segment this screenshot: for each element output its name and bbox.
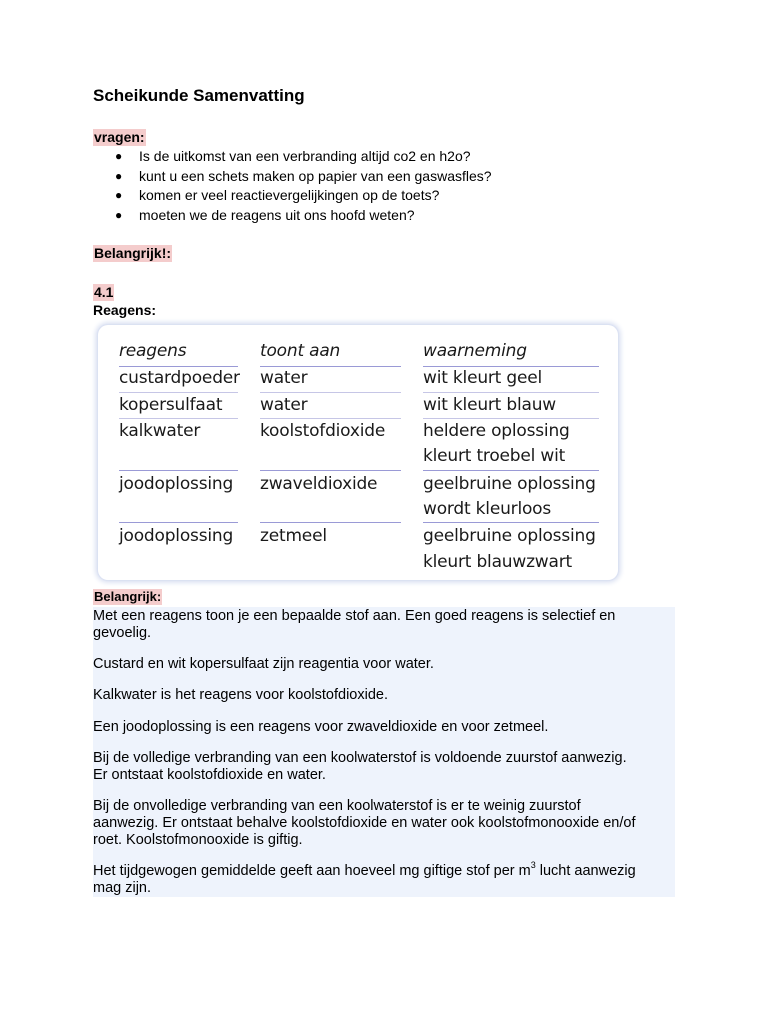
paragraph-line: Er ontstaat koolstofdioxide en water. [93,767,326,783]
paragraph [93,719,673,736]
paragraph-line: Een joodoplossing is een reagens voor zwaveldioxide en voor zetmeel. [93,719,549,735]
table-rule [423,470,599,471]
table-rule [260,522,401,523]
paragraph-line: lucht aanwezig [535,863,636,879]
bullet-icon: ● [115,188,123,202]
paragraph [93,687,673,704]
paragraph-line: Het tijdgewogen gemiddelde geeft aan hoeveel mg giftige stof per m [93,863,531,879]
paragraph-line: mag zijn. [93,880,152,896]
document-title: Scheikunde Samenvatting [93,86,305,105]
table-cell-waarneming: wordt kleurloos [423,499,552,519]
table-cell-waarneming: kleurt troebel wit [423,446,566,466]
list-item-text: komen er veel reactievergelijkingen op de toets? [139,187,440,203]
list-item-text: Is de uitkomst van een verbranding altijd co2 en h2o? [139,148,471,164]
bullet-icon: ● [115,207,123,222]
vragen-heading: vragen: [94,129,145,145]
table-cell-reagens: custardpoeder [119,368,240,388]
paragraph-line: Kalkwater is het reagens voor koolstofdioxide. [93,687,388,703]
belangrijk-heading-2: Belangrijk: [94,589,162,604]
paragraph-line: Bij de onvolledige verbranding van een koolwaterstof is er te weinig zuurstof [93,798,581,814]
paragraph [93,860,673,897]
table-cell-reagens: kopersulfaat [119,395,223,415]
paragraph-line: Bij de volledige verbranding van een koolwaterstof is voldoende zuurstof aanwezig. [93,750,627,766]
belangrijk-heading: Belangrijk!: [94,245,172,261]
paragraph-line: Custard en wit kopersulfaat zijn reagentia voor water. [93,656,434,672]
paragraph [93,608,673,642]
table-cell-waarneming: geelbruine oplossing [423,526,596,546]
list-item [93,167,492,187]
table-cell-reagens: joodoplossing [119,474,234,494]
paragraph-line: gevoelig. [93,625,152,641]
table-header-waarneming: waarneming [423,341,527,361]
paragraph-line: Met een reagens toon je een bepaalde stof aan. Een goed reagens is selectief en [93,608,616,624]
summary-box [93,607,675,897]
vragen-list [93,147,492,225]
table-cell-toont-aan: koolstofdioxide [260,421,386,441]
table-rule [119,470,238,471]
reagens-heading: Reagens: [93,302,157,318]
table-cell-reagens: kalkwater [119,421,201,441]
bullet-icon: ● [115,168,123,183]
list-item-text: moeten we de reagens uit ons hoofd weten? [139,206,415,223]
table-cell-waarneming: geelbruine oplossing [423,474,596,494]
paragraph [93,656,673,673]
list-item [93,186,492,206]
paragraph-line: aanwezig. Er ontstaat behalve koolstofdioxide en water ook koolstofmonooxide en/of [93,815,636,831]
table-header-toont-aan: toont aan [260,341,341,361]
table-cell-toont-aan: water [260,395,308,415]
table-rule [423,522,599,523]
paragraph [93,798,673,849]
table-rule [260,470,401,471]
superscript: 3 [530,860,536,871]
reagens-table-card [98,325,618,580]
table-cell-toont-aan: zwaveldioxide [260,474,378,494]
list-item-text: kunt u een schets maken op papier van een gaswasfles? [139,167,492,184]
paragraph [93,750,673,784]
table-cell-waarneming: wit kleurt geel [423,368,542,388]
paragraph-line: roet. Koolstofmonooxide is giftig. [93,832,303,848]
list-item [93,206,492,226]
table-cell-waarneming: heldere oplossing [423,421,570,441]
section-number: 4.1 [94,284,114,300]
table-cell-toont-aan: zetmeel [260,526,327,546]
table-cell-waarneming: wit kleurt blauw [423,395,556,415]
table-header-reagens: reagens [119,341,187,361]
table-cell-toont-aan: water [260,368,308,388]
table-rule [119,522,238,523]
table-cell-reagens: joodoplossing [119,526,234,546]
bullet-icon: ● [115,149,123,163]
list-item [93,147,492,167]
table-cell-waarneming: kleurt blauwzwart [423,552,572,572]
